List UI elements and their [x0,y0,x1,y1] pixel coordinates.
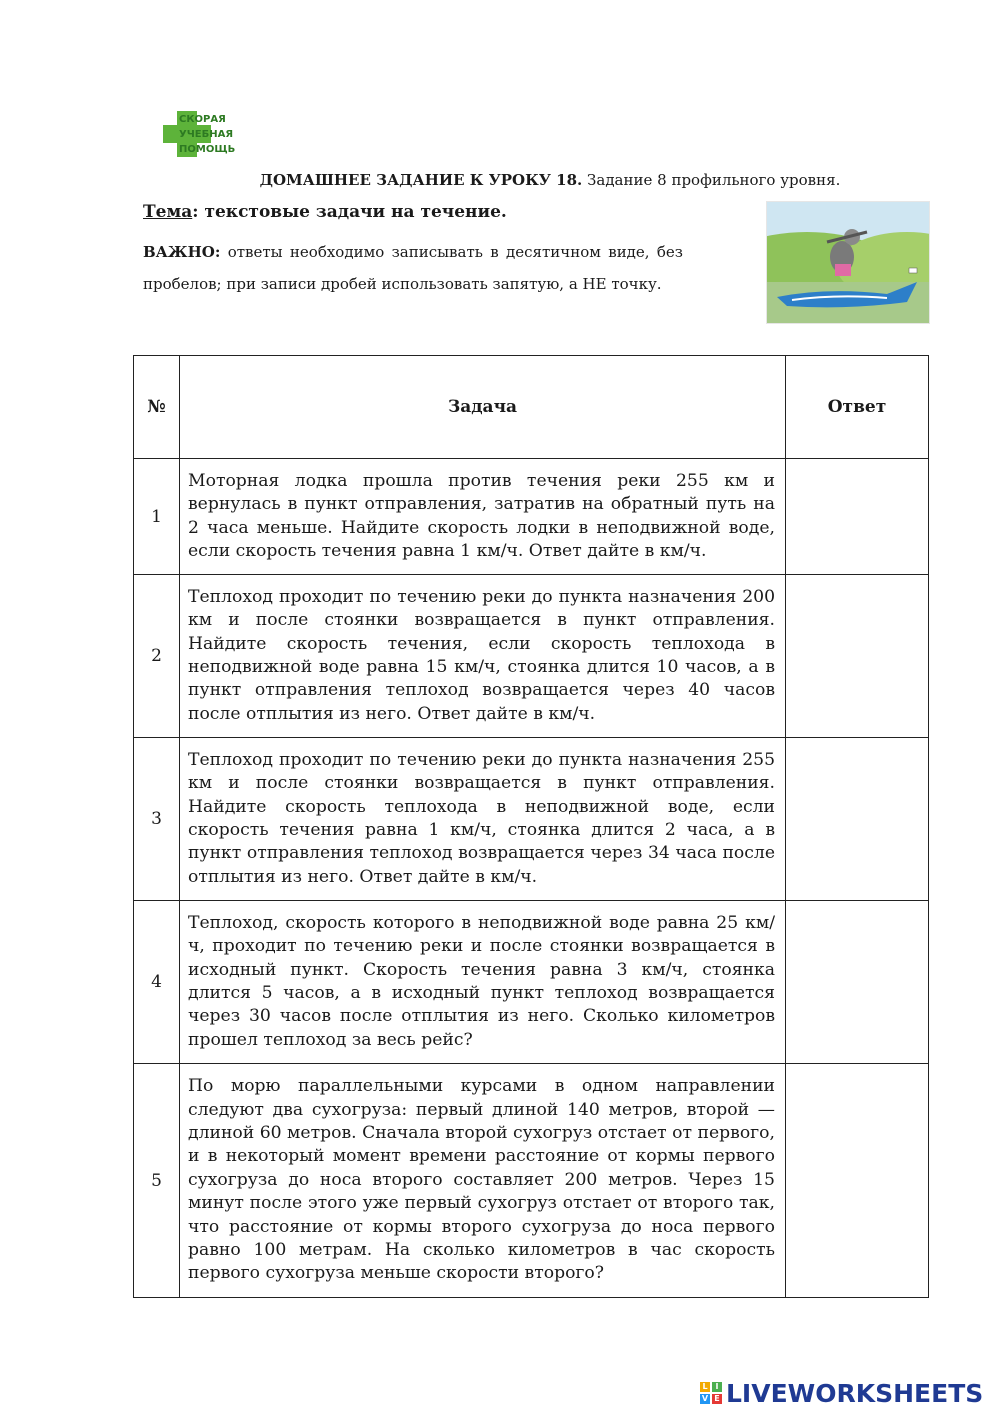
task-text: Теплоход проходит по течению реки до пункта назначения 255 км и после стоянки возвращается в пункт отправления. Найдите скорость теплохода в неподвижной воде, если скорость течения равна 1 км/ч, стоянка длится 2 часа, а в пункт отправления теплоход возвращается через 34 часа после отплытия из него. Ответ дайте в км/ч. [180,738,786,901]
answer-cell [786,738,929,901]
answer-input-5[interactable] [787,1173,931,1190]
tasks-table [133,355,929,1298]
cartoon-wolf-on-motorboat-image [766,201,930,324]
task-number: 1 [134,459,180,575]
topic-line [143,202,507,222]
answer-input-3[interactable] [787,812,931,829]
answer-input-2[interactable] [787,649,931,666]
answer-cell [786,459,929,575]
task-text: Моторная лодка прошла против течения реки 255 км и вернулась в пункт отправления, затратив на обратный путь на 2 часа меньше. Найдите скорость лодки в неподвижной воде, если скорость течения равна 1 км/ч. Ответ дайте в км/ч. [180,459,786,575]
table-header-row [134,356,929,459]
column-header-answer: Ответ [786,356,929,459]
task-number: 3 [134,738,180,901]
lw-mark-e: E [712,1394,722,1404]
topic-label: Тема [143,202,193,222]
skoraya-uchebnaya-pomoshch-logo [163,111,245,157]
logo-line-2: УЧЕБНАЯ [179,129,234,140]
task-text: Теплоход, скорость которого в неподвижной воде равна 25 км/ч, проходит по течению реки и после стоянки возвращается в исходный пункт. Скорость течения равна 3 км/ч, стоянка длится 5 часов, а в исходный пункт теплоход возвращается через 30 часов после отплытия из него. Сколько километров прошел теплоход за весь рейс? [180,901,786,1064]
liveworksheets-watermark [700,1378,983,1408]
answer-cell [786,901,929,1064]
lw-mark-v: V [701,1394,709,1403]
task-number: 5 [134,1064,180,1298]
logo-line-1: СКОРАЯ [179,114,226,125]
table-row [134,575,929,738]
answer-cell [786,1064,929,1298]
table-row [134,1064,929,1298]
liveworksheets-logo-icon [700,1382,722,1404]
important-label: ВАЖНО: [143,243,221,261]
answer-input-1[interactable] [787,509,931,526]
header-subtitle: Задание 8 профильного уровня. [582,171,841,189]
topic-text: : текстовые задачи на течение. [192,202,507,222]
liveworksheets-wordmark: LIVEWORKSHEETS [726,1378,984,1408]
answer-input-4[interactable] [787,975,931,992]
important-text: ответы необходимо записывать в десятичном виде, без пробелов; при записи дробей использовать запятую, а НЕ точку. [143,243,683,293]
lw-mark-i: I [712,1382,722,1392]
table-row [134,901,929,1064]
column-header-number: № [134,356,180,459]
important-note [143,236,683,300]
answer-cell [786,575,929,738]
homework-header [190,170,910,190]
table-row [134,459,929,575]
task-text: Теплоход проходит по течению реки до пункта назначения 200 км и после стоянки возвращается в пункт отправления. Найдите скорость течения, если скорость теплохода в неподвижной воде равна 15 км/ч, стоянка длится 10 часов, а в пункт отправления теплоход возвращается через 40 часов после отплытия из него. Ответ дайте в км/ч. [180,575,786,738]
lw-mark-l: L [700,1382,710,1392]
task-number: 4 [134,901,180,1064]
task-text: По морю параллельными курсами в одном направлении следуют два сухогруза: первый длиной 140 метров, второй — длиной 60 метров. Сначала второй сухогруз отстает от первого, и в некоторый момент времени расстояние от кормы первого сухогруза до носа второго составляет 200 метров. Через 15 минут после этого уже первый сухогруз отстает от второго так, что расстояние от кормы второго сухогруза до носа первого равно 100 метрам. На сколько километров в час скорость первого сухогруза меньше скорости второго? [180,1064,786,1298]
column-header-task: Задача [180,356,786,459]
table-row [134,738,929,901]
task-number: 2 [134,575,180,738]
logo-line-3: ПОМОЩЬ [179,144,236,155]
header-title: ДОМАШНЕЕ ЗАДАНИЕ К УРОКУ 18. [259,171,583,189]
